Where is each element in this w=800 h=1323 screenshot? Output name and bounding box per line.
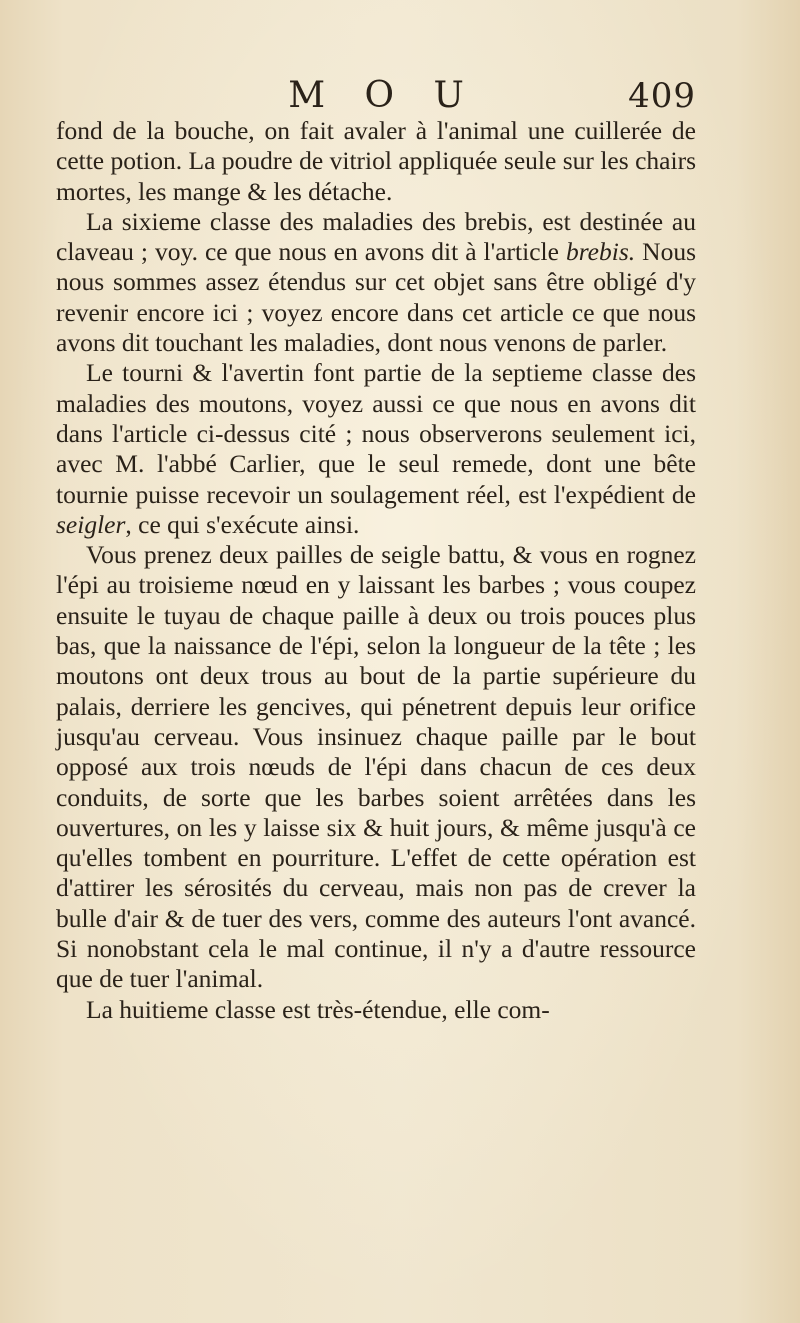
paragraph-4: Vous prenez deux pailles de seigle battu, & vous en rognez l'épi au troisieme nœud en y laissant les barbes ; vous coupez ensuite le tuyau de chaque paille à deux ou trois pouces plus bas, que la naissance de l'épi, selon la longueur de la tête ; les moutons ont deux trous au bout de la partie supérieure du palais, derriere les gencives, qui pénetrent depuis leur orifice jusqu'au cerveau. Vous insinuez chaque paille par le bout opposé aux trois nœuds de l'épi dans chacun de ces deux conduits, de sorte que les barbes soient arrêtées dans les ouvertures, on les y laisse six & huit jours, & même jusqu'à ce qu'elles tombent en pourriture. L'effet de cette opération est d'attirer les sérosités du cerveau, mais non pas de crever la bulle d'air & de tuer des vers, comme des auteurs l'ont avancé. Si nonobstant cela le mal continue, il n'y a d'autre ressource que de tuer l'animal. xyxy=(56,540,696,994)
body-text xyxy=(56,116,696,1025)
paragraph-3 xyxy=(56,358,696,540)
paragraph-2-italic: brebis. xyxy=(565,237,636,267)
paragraph-2 xyxy=(56,207,696,358)
page-header xyxy=(56,72,696,120)
paragraph-3-italic: seigler xyxy=(56,509,126,539)
page-number: 409 xyxy=(628,76,696,116)
paragraph-3-text: Le tourni & l'avertin font partie de la septieme classe des maladies des moutons, voyez aussi ce que nous en avons dit dans l'article ci-dessus cité ; nous observerons seulement ici, avec M. l'abbé Carlier, que le seul remede, dont une bête tournie puisse recevoir un soulagement réel, est l'expédient de xyxy=(56,358,696,509)
paragraph-5: La huitieme classe est très-étendue, elle com- xyxy=(86,994,550,1024)
paragraph-3-text-end: , ce qui s'exécute ainsi. xyxy=(125,509,360,539)
paragraph-2-text-end: Nous nous sommes assez étendus sur cet objet sans être obligé d'y revenir encore ici ; voyez encore dans cet article ce que nous avons dit touchant les maladies, dont nous venons de parler. xyxy=(56,237,697,358)
running-head: M O U xyxy=(288,75,478,116)
paragraph-2-text: La sixieme classe des maladies des brebis, est destinée au claveau ; voy. ce que nous en avons dit à l'article xyxy=(56,206,696,267)
paragraph-1: fond de la bouche, on fait avaler à l'animal une cuillerée de cette potion. La poudre de vitriol appliquée seule sur les chairs mortes, les mange & les détache. xyxy=(56,116,696,206)
